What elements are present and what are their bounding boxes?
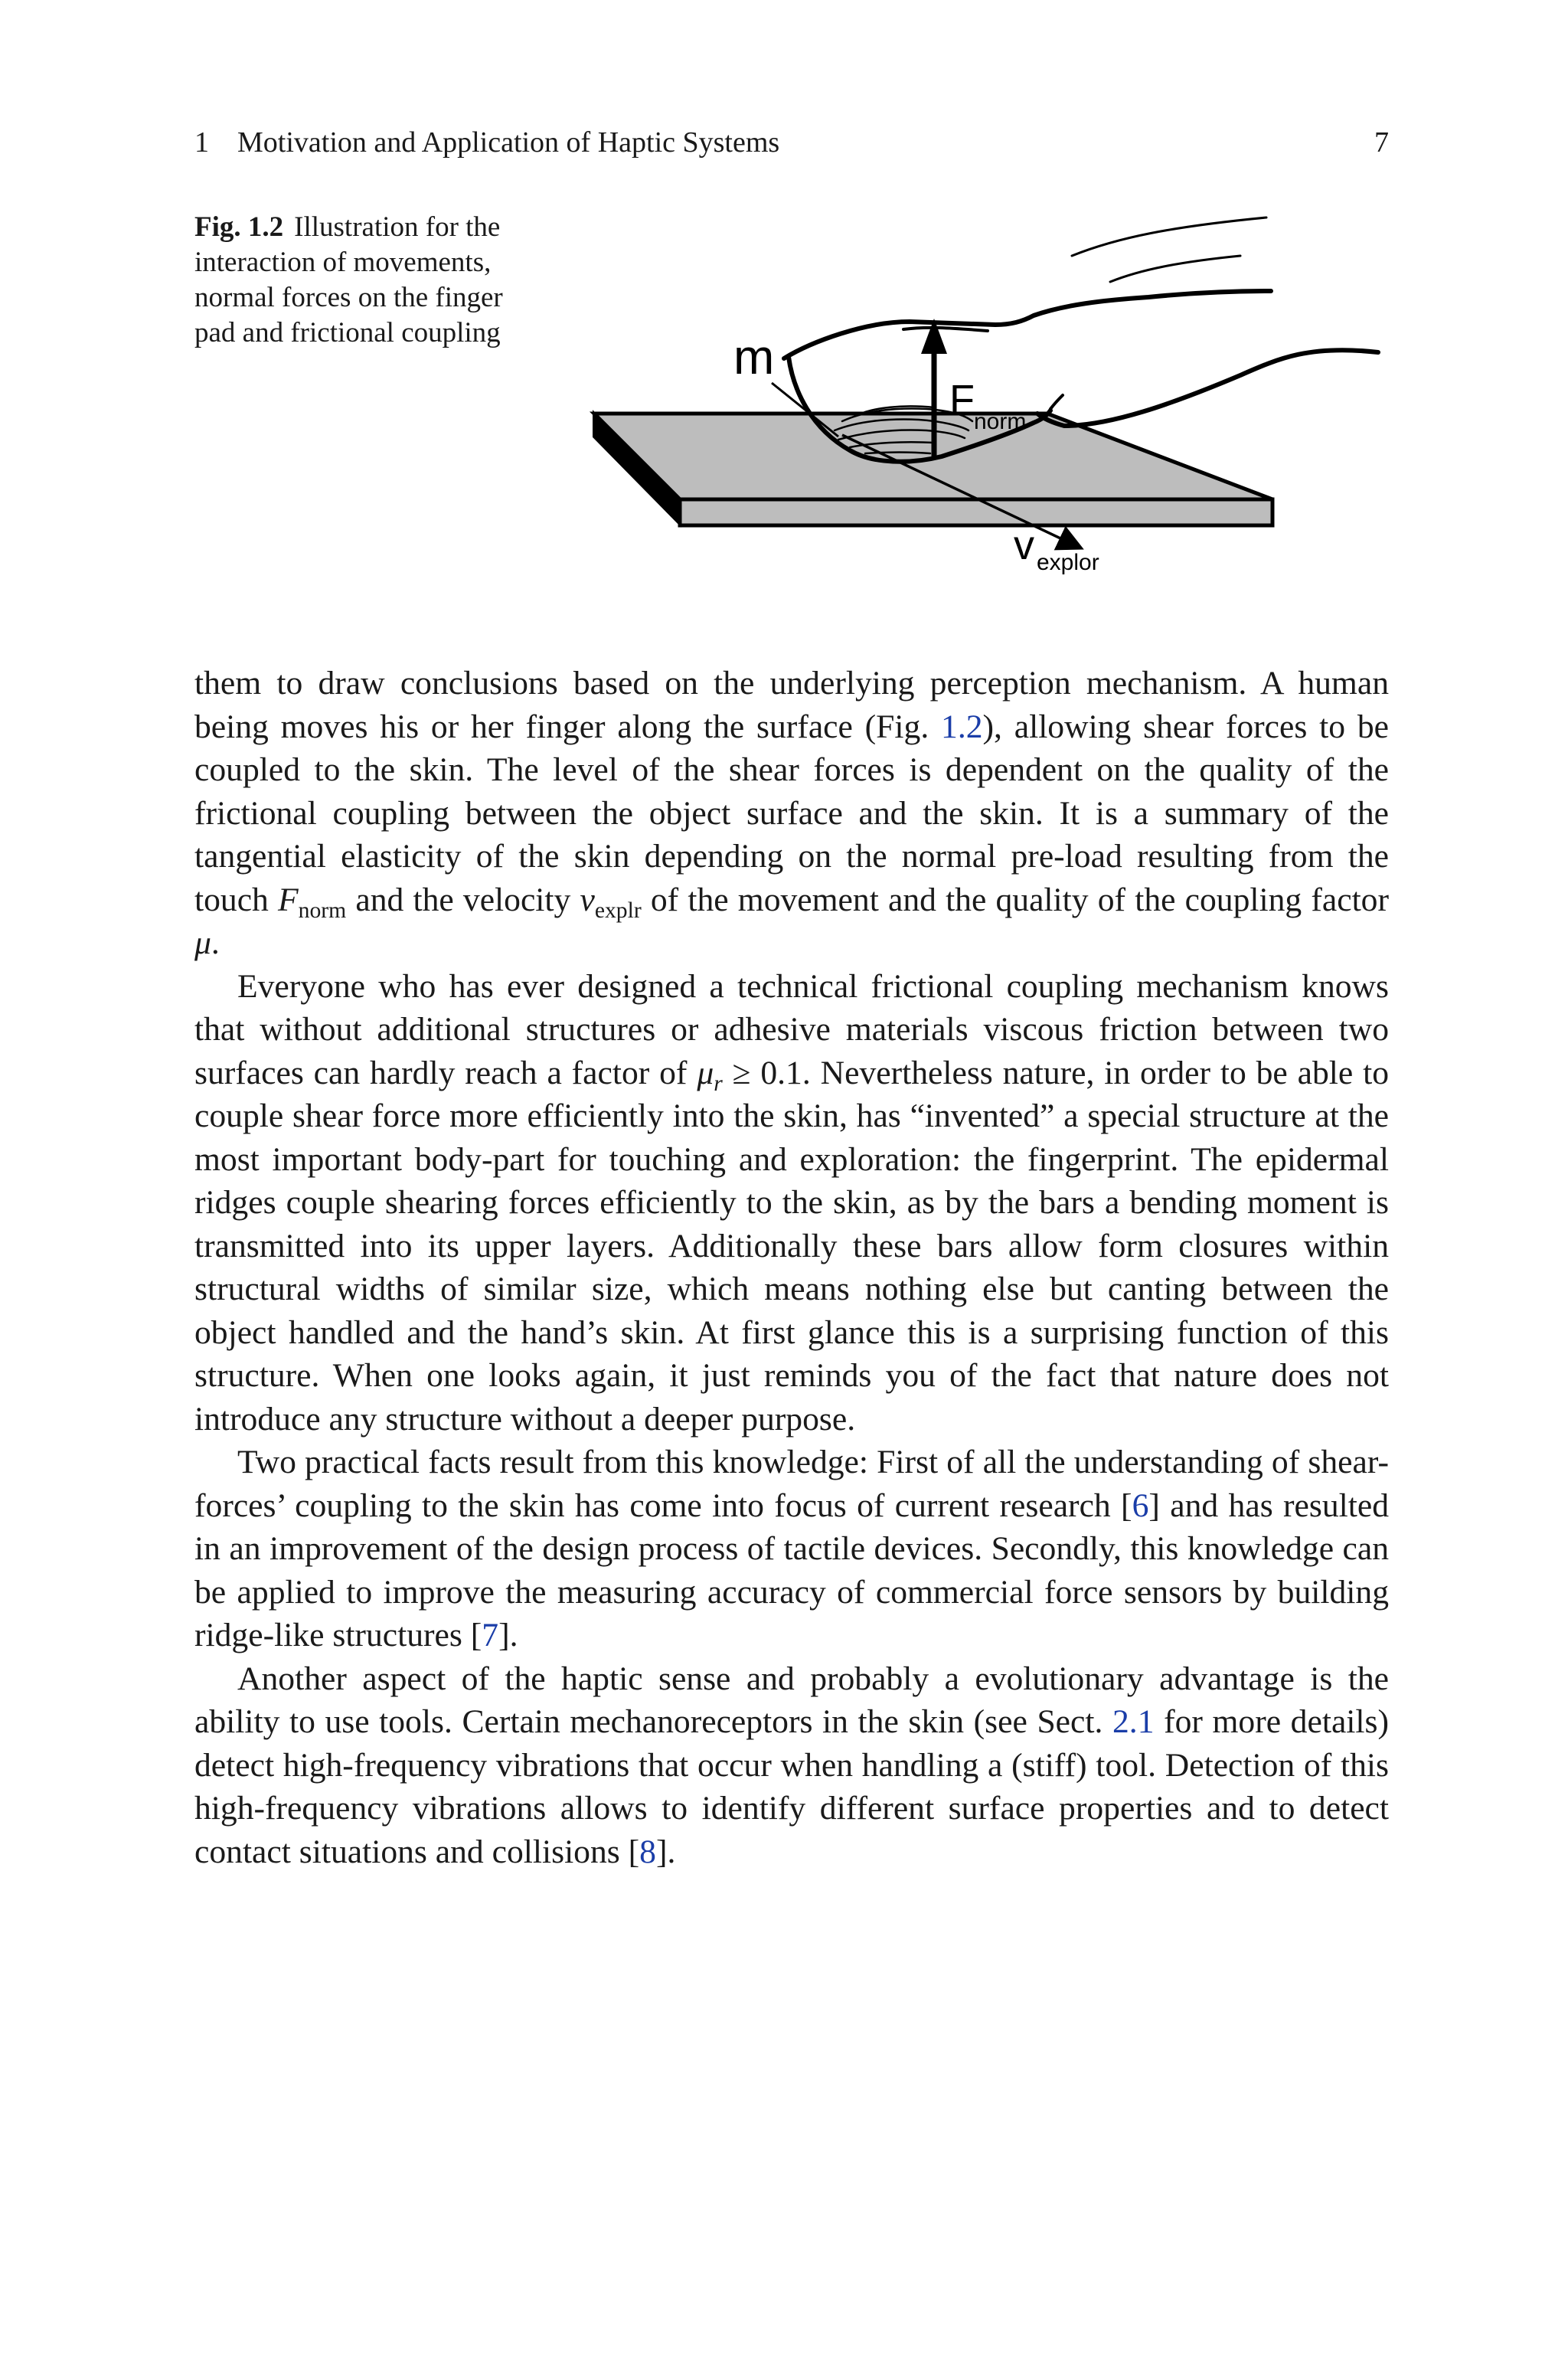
running-head [194, 126, 1389, 164]
paragraph-1: them to draw conclusions based on the underlying perception mechanism. A human being moves his or her finger along the surface (Fig. 1.2), allowing shear forces to be coupled to the skin. The level of the shear forces is dependent on the quality of the frictional coupling between the object surface and the skin. It is a summary of the tangential elasticity of the skin depending on the normal pre-load resulting from the touch $F_{norm}$ and the velocity $v_{explr}$ of the movement and the quality of the coupling factor μ. [194, 665, 1389, 961]
figure-caption-text: Illustration for the interaction of movements, normal forces on the finger pad and frictional coupling [194, 211, 503, 348]
page-number: 7 [1374, 126, 1389, 159]
chapter-title: Motivation and Application of Haptic Systems [237, 126, 780, 159]
finger-on-surface-diagram [582, 207, 1393, 590]
mass-label: m [733, 329, 775, 384]
force-label: F [949, 377, 975, 423]
figure-illustration [582, 207, 1393, 590]
figure-caption [194, 210, 547, 351]
citation-link-8[interactable]: 8 [639, 1833, 656, 1870]
figure-reference-link[interactable]: 1.2 [941, 708, 983, 745]
section-reference-link[interactable]: 2.1 [1112, 1703, 1155, 1740]
velocity-label: v [1014, 522, 1034, 568]
citation-link-6[interactable]: 6 [1132, 1487, 1149, 1524]
paragraph-4: Another aspect of the haptic sense and probably a evolutionary advantage is the ability to use tools. Certain mechanoreceptors in the skin (see Sect. 2.1 for more details) detect high-frequency vibrations that occur when handling a (stiff) tool. Detection of this high-frequency vibrations allows to identify different surface properties and to detect contact situations and collisions [8]. [194, 1660, 1389, 1870]
figure-label: Fig. 1.2 [194, 211, 284, 243]
paragraph-2: Everyone who has ever designed a technical frictional coupling mechanism knows that without additional structures or adhesive materials viscous friction between two surfaces can hardly reach a factor of $\mu_r \ge 0.1$. Nevertheless nature, in order to be able to couple shear force more efficiently into the skin, has “invented” a special structure at the most important body-part for touching and exploration: the fingerprint. The epidermal ridges couple shearing forces efficiently to the skin, as by the bars a bending moment is transmitted into its upper layers. Additionally these bars allow form closures within structural widths of similar size, which means nothing else but canting between the object handled and the hand’s skin. At first glance this is a surprising function of this structure. When one looks again, it just reminds you of the fact that nature does not introduce any structure without a deeper purpose. [194, 967, 1389, 1438]
paragraph-3: Two practical facts result from this knowledge: First of all the understanding of shear-forces’ coupling to the skin has come into focus of current research [6] and has resulted in an improvement of the design process of tactile devices. Secondly, this knowledge can be applied to improve the measuring accuracy of commercial force sensors by building ridge-like structures [7]. [194, 1444, 1390, 1653]
velocity-subscript-label: explor [1037, 550, 1099, 575]
plate-front [680, 499, 1272, 525]
force-subscript-label: norm [974, 409, 1027, 434]
citation-link-7[interactable]: 7 [482, 1617, 499, 1653]
body-text [194, 662, 1389, 1873]
chapter-number: 1 [194, 126, 209, 159]
